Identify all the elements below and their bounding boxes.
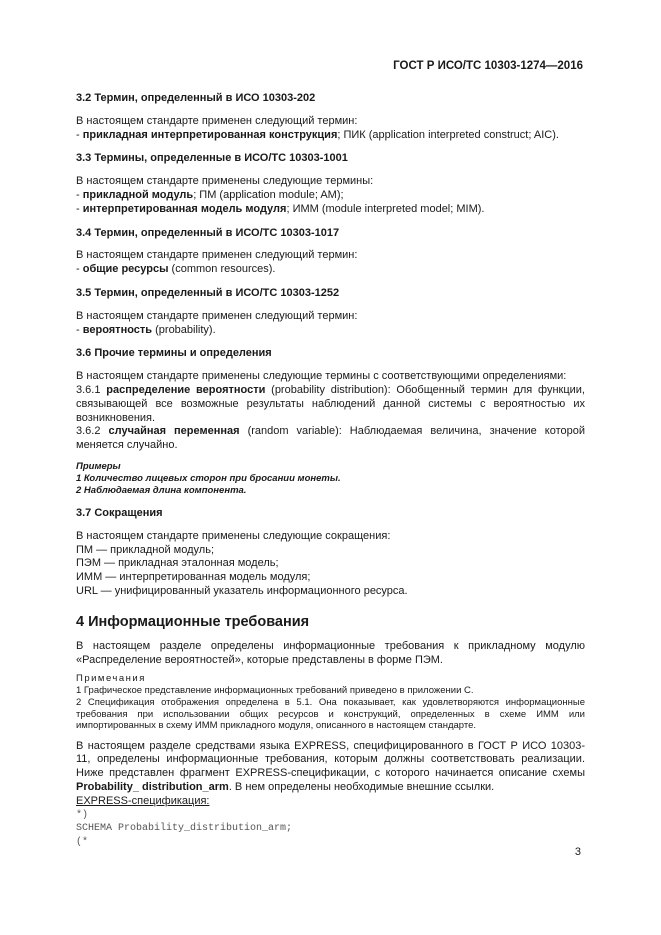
note-item: 1 Графическое представление информационных требований приведено в приложении С. — [76, 685, 474, 697]
page-content — [76, 92, 585, 849]
abbreviation-item: ПЭМ — прикладная эталонная модель; — [76, 557, 279, 570]
section-3-6-title: 3.6 Прочие термины и определения — [76, 347, 272, 360]
section-4-title: 4 Информационные требования — [76, 613, 310, 630]
section-3-4-title: 3.4 Термин, определенный в ИСО/ТС 10303-1017 — [76, 226, 340, 239]
term-item: - интерпретированная модель модуля; ИММ (module interpreted model; MIM). — [76, 202, 485, 215]
definition-3-6-1: 3.6.1 распределение вероятности (probability distribution): Обобщенный термин для функции, связывающей все возможные результаты наблюдений данной системы с вероятностью их возникновения. — [76, 383, 585, 424]
section-3-5-title: 3.5 Термин, определенный в ИСО/ТС 10303-1252 — [76, 286, 340, 299]
examples-heading: Примеры — [76, 460, 121, 472]
section-3-2-title: 3.2 Термин, определенный в ИСО 10303-202 — [76, 92, 316, 104]
section-3-7-title: 3.7 Сокращения — [76, 506, 163, 519]
code-line: *) — [76, 809, 89, 821]
example-item: 1 Количество лицевых сторон при бросании монеты. — [76, 472, 341, 484]
page-header: ГОСТ Р ИСО/ТС 10303-1274—2016 — [393, 60, 583, 72]
section-3-3-title: 3.3 Термины, определенные в ИСО/ТС 10303-1001 — [76, 152, 348, 165]
page-number: 3 — [574, 846, 581, 858]
section-4-paragraph-2: В настоящем разделе средствами языка EXPRESS, специфицированного в ГОСТ Р ИСО 10303-11, определены информационные требования, которым должны соответствовать реализации. Ниже представлен фрагмент EXPRESS-спецификации, с которого начинается описание схемы Probability_ distribution_arm. В нем определены необходимые внешние ссылки. — [76, 739, 585, 794]
express-spec-label: EXPRESS-спецификация: — [76, 794, 210, 807]
abbreviation-item: URL — унифицированный указатель информационного ресурса. — [76, 584, 408, 597]
section-3-3-intro: В настоящем стандарте применены следующие термины: — [76, 175, 374, 188]
section-3-7-intro: В настоящем стандарте применены следующие сокращения: — [76, 529, 391, 542]
definition-3-6-2: 3.6.2 случайная переменная (random variable): Наблюдаемая величина, значение которой меняется случайно. — [76, 425, 585, 452]
note-item: 2 Спецификация отображения определена в 5.1. Она показывает, как удовлетворяются информационные требования при использовании общих ресурсов и конструкций, определенных в схеме ИММ или импортированных в схему ИММ прикладного модуля, описанного в настоящем стандарте. — [76, 696, 585, 732]
section-3-5-intro: В настоящем стандарте применен следующий термин: — [76, 309, 358, 322]
term-item: - общие ресурсы (common resources). — [76, 263, 276, 276]
code-line: (* — [76, 836, 89, 848]
code-line: SCHEMA Probability_distribution_arm; — [76, 823, 293, 835]
term-item: - вероятность (probability). — [76, 323, 216, 336]
section-4-paragraph-1: В настоящем разделе определены информационные требования к прикладному модулю «Распределение вероятностей», которые представлены в форме ПЭМ. — [76, 639, 585, 666]
abbreviation-item: ИММ — интерпретированная модель модуля; — [76, 571, 311, 584]
notes-heading: Примечания — [76, 673, 146, 685]
example-item: 2 Наблюдаемая длина компонента. — [76, 484, 247, 496]
term-item: - прикладной модуль; ПМ (application module; AM); — [76, 188, 344, 201]
term-item: - прикладная интерпретированная конструкция; ПИК (application interpreted construct; AIC). — [76, 128, 559, 141]
section-3-4-intro: В настоящем стандарте применен следующий термин: — [76, 249, 358, 262]
abbreviation-item: ПМ — прикладной модуль; — [76, 543, 215, 556]
section-3-2-intro: В настоящем стандарте применен следующий термин: — [76, 114, 358, 127]
section-3-6-intro: В настоящем стандарте применены следующие термины с соответствующими определениями: — [76, 370, 567, 383]
